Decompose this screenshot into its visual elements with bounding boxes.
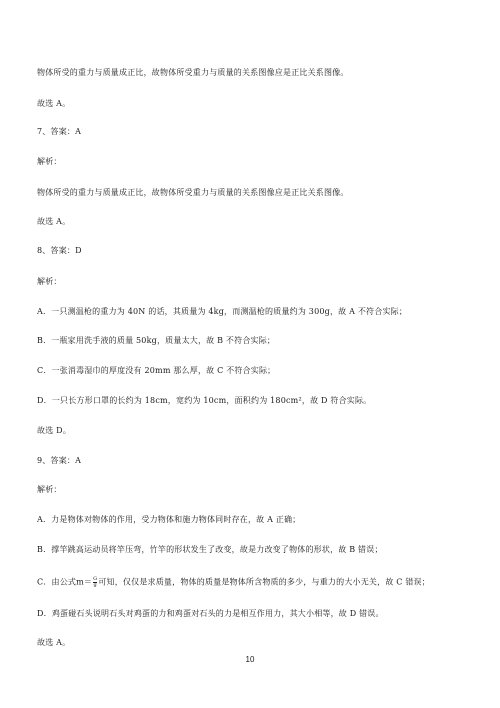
option-line: A．一只测温枪的重力为 40N 的话，其质量为 4kg，而测温枪的质量约为 300g，故 A 不符合实际； [37, 307, 408, 316]
option-line: C．一张消毒湿巾的厚度没有 20mm 那么厚，故 C 不符合实际； [37, 366, 276, 375]
answer-heading: 8、答案：D [37, 246, 82, 255]
text-line: 物体所受的重力与质量成正比，故物体所受重力与质量的关系图像应是正比关系图像。 [37, 188, 349, 197]
answer-heading: 9、答案：A [37, 456, 82, 465]
page-number: 10 [245, 655, 255, 664]
text-line: 故选 A。 [37, 638, 71, 647]
text-line: 故选 A。 [37, 99, 71, 108]
analysis-heading: 解析： [37, 157, 62, 166]
option-line: B．撑竿跳高运动员将竿压弯，竹竿的形状发生了改变，故是力改变了物体的形状，故 B 错误； [37, 545, 383, 554]
formula-lhs: m＝ [76, 577, 93, 587]
analysis-heading: 解析： [37, 277, 62, 286]
formula-option-line [37, 577, 430, 588]
option-line: D．鸡蛋碰石头说明石头对鸡蛋的力和鸡蛋对石头的力是相互作用力，其大小相等，故 D 错误。 [37, 609, 384, 618]
answer-heading: 7、答案：A [37, 127, 82, 136]
formula-numerator: G [93, 576, 98, 582]
option-line: D．一只长方形口罩的长约为 18cm，宽约为 10cm，面积约为 180cm²，故 D 符合实际。 [37, 396, 372, 405]
analysis-heading: 解析： [37, 485, 62, 494]
option-line: B．一瓶家用洗手液的质量 50kg，质量太大，故 B 不符合实际； [37, 336, 276, 345]
formula-denominator: g [93, 582, 97, 588]
formula-prefix: C．由公式 [37, 577, 77, 587]
text-line: 故选 A。 [37, 217, 71, 226]
option-line: A．力是物体对物体的作用，受力物体和施力物体同时存在，故 A 正确； [37, 515, 301, 524]
formula-fraction [93, 577, 97, 588]
text-line: 物体所受的重力与质量成正比，故物体所受重力与质量的关系图像应是正比关系图像。 [37, 68, 349, 77]
formula-suffix: 可知，仅仅是求质量，物体的质量是物体所含物质的多少，与重力的大小无关，故 C 错误； [98, 577, 430, 587]
text-line: 故选 D。 [37, 426, 71, 435]
